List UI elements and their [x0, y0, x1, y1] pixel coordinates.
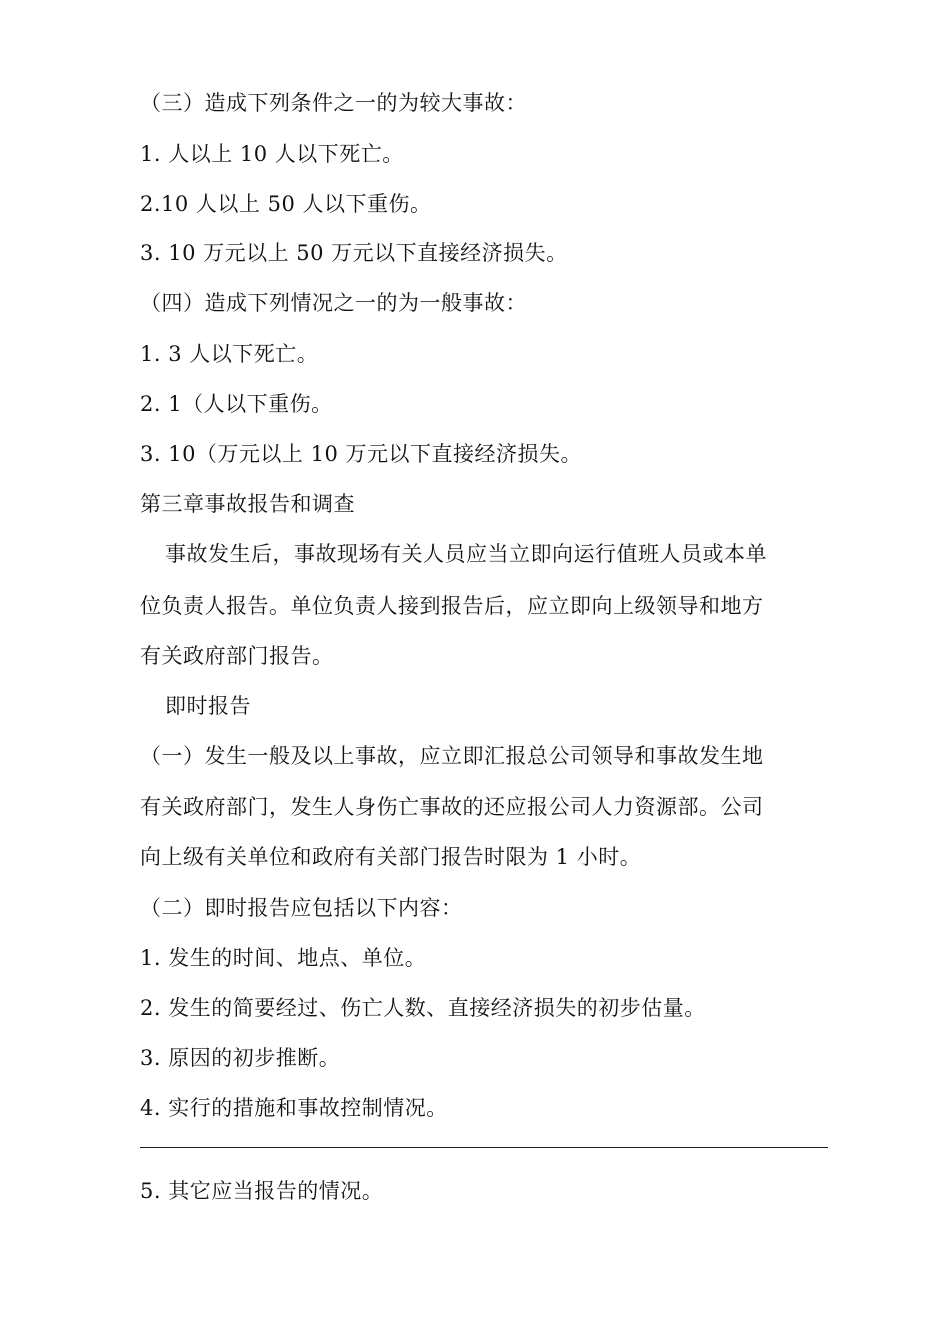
page-divider	[140, 1147, 828, 1148]
section-heading-2: （二）即时报告应包括以下内容：	[140, 896, 463, 920]
list-item: 2. 发生的简要经过、伤亡人数、直接经济损失的初步估量。	[140, 996, 706, 1020]
list-item: 3. 原因的初步推断。	[140, 1046, 341, 1070]
paragraph-line: 事故发生后，事故现场有关人员应当立即向运行值班人员或本单	[165, 542, 767, 566]
paragraph-line: （一）发生一般及以上事故，应立即汇报总公司领导和事故发生地	[140, 744, 764, 768]
list-item: 4. 实行的措施和事故控制情况。	[140, 1096, 448, 1120]
section-heading-3: （三）造成下列条件之一的为较大事故：	[140, 91, 527, 115]
paragraph-line: 有关政府部门报告。	[140, 644, 334, 668]
paragraph-line: 向上级有关单位和政府有关部门报告时限为 1 小时。	[140, 845, 642, 869]
list-item: 1. 发生的时间、地点、单位。	[140, 946, 427, 970]
section-heading-4: （四）造成下列情况之一的为一般事故：	[140, 291, 527, 315]
list-item: 1. 人以上 10 人以下死亡。	[140, 142, 404, 166]
paragraph-line: 有关政府部门，发生人身伤亡事故的还应报公司人力资源部。公司	[140, 795, 764, 819]
chapter-title: 第三章事故报告和调查	[140, 492, 355, 516]
list-item: 3. 10 万元以上 50 万元以下直接经济损失。	[140, 241, 568, 265]
paragraph-line: 位负责人报告。单位负责人接到报告后，应立即向上级领导和地方	[140, 594, 764, 618]
list-item: 2. 1（人以下重伤。	[140, 392, 333, 416]
list-item: 2.10 人以上 50 人以下重伤。	[140, 192, 432, 216]
list-item: 3. 10（万元以上 10 万元以下直接经济损失。	[140, 442, 583, 466]
subheading: 即时报告	[165, 694, 251, 718]
list-item: 1. 3 人以下死亡。	[140, 342, 319, 366]
list-item: 5. 其它应当报告的情况。	[140, 1179, 384, 1203]
